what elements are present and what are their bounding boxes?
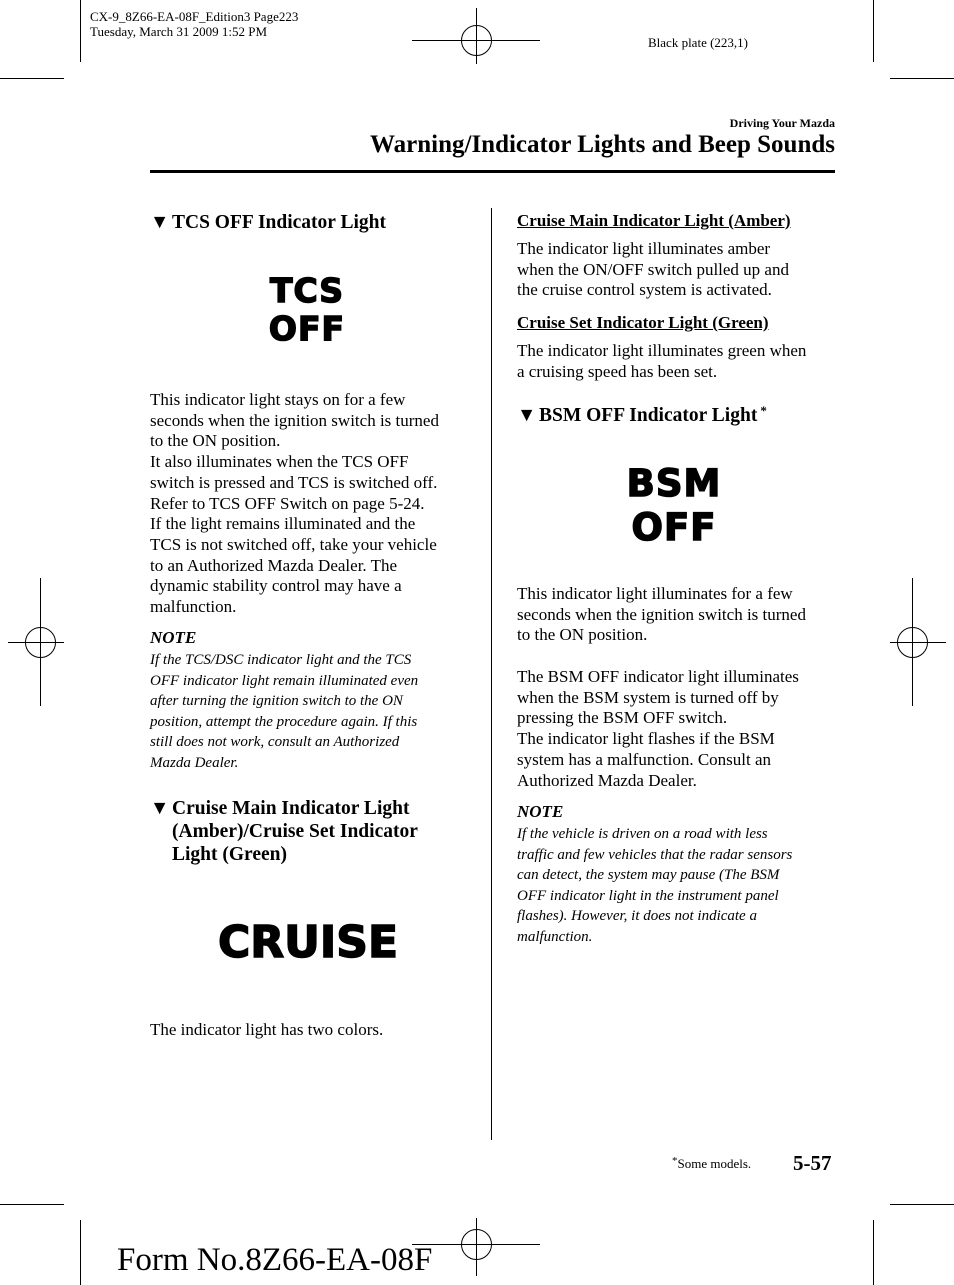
- cruise-set-heading: Cruise Set Indicator Light (Green): [517, 313, 769, 332]
- triangle-marker-icon: ▼: [150, 212, 170, 233]
- triangle-marker-icon: ▼: [517, 405, 537, 426]
- chapter-label: Driving Your Mazda: [729, 116, 835, 130]
- crop-mark: [890, 78, 954, 79]
- cruise-set-body: The indicator light illuminates green when a cruising speed has been set.: [517, 341, 807, 381]
- bsm-note-heading: NOTE: [517, 802, 564, 821]
- print-job-file: CX-9_8Z66-EA-08F_Edition3 Page223: [90, 9, 299, 24]
- footnote: [672, 1155, 751, 1172]
- footnote-text: Some models.: [677, 1156, 752, 1171]
- registration-mark: [461, 25, 492, 56]
- crop-mark: [873, 1220, 874, 1285]
- crop-mark: [873, 0, 874, 62]
- column-divider: [491, 208, 492, 1140]
- plate-label: Black plate (223,1): [648, 35, 748, 50]
- cruise-symbol: CRUISE: [217, 917, 399, 968]
- bsm-off-symbol: [622, 462, 726, 552]
- crop-mark: [890, 1204, 954, 1205]
- print-job-date: Tuesday, March 31 2009 1:52 PM: [90, 24, 268, 39]
- bsm-body-1: This indicator light illuminates for a few seconds when the ignition switch is turned to the ON position.: [517, 584, 806, 645]
- tcs-body: This indicator light stays on for a few seconds when the ignition switch is turned to the ON position. It also illuminates when the TCS OFF switch is pressed and TCS is switched off. Refer to TCS OFF Switch on page 5-24. If the light remains illuminated and the TCS is not switched off, take your vehicle to an Authorized Mazda Dealer. The dynamic stability control may have a malfunction.: [150, 390, 439, 617]
- cruise-heading: [150, 797, 470, 866]
- crop-mark: [80, 0, 81, 62]
- header-rule: [150, 170, 835, 173]
- tcs-note: If the TCS/DSC indicator light and the TCS OFF indicator light remain illuminated even after turning the ignition switch to the ON position, attempt the procedure again. If this still does not work, consult an Authorized Mazda Dealer.: [150, 652, 419, 771]
- crop-mark: [0, 1204, 64, 1205]
- bsm-symbol-line2: OFF: [631, 506, 717, 549]
- cruise-main-body: The indicator light illuminates amber when the ON/OFF switch pulled up and the cruise control system is activated.: [517, 239, 789, 300]
- form-number: Form No.8Z66-EA-08F: [117, 1242, 433, 1278]
- registration-mark: [897, 627, 928, 658]
- bsm-heading-text: BSM OFF Indicator Light: [539, 405, 758, 426]
- cruise-body: The indicator light has two colors.: [150, 1020, 384, 1039]
- cruise-main-heading: Cruise Main Indicator Light (Amber): [517, 211, 791, 230]
- registration-mark: [25, 627, 56, 658]
- crop-mark: [0, 78, 64, 79]
- registration-mark: [461, 1229, 492, 1260]
- page-number: 5-57: [793, 1151, 832, 1175]
- asterisk-icon: *: [760, 403, 767, 418]
- tcs-note-heading: NOTE: [150, 628, 197, 647]
- print-job-info: [90, 9, 298, 39]
- bsm-body-2: The BSM OFF indicator light illuminates when the BSM system is turned off by pressing the BSM OFF switch. The indicator light flashes if the BSM system has a malfunction. Consult an Authorized Mazda Dealer.: [517, 667, 799, 790]
- bsm-note: If the vehicle is driven on a road with less traffic and few vehicles that the radar sensors can detect, the system may pause (The BSM OFF indicator light in the instrument panel flashes). However, it does not indicate a malfunction.: [517, 826, 793, 945]
- tcs-heading: [150, 211, 480, 234]
- asterisk-icon: *: [672, 1155, 678, 1167]
- tcs-heading-text: TCS OFF Indicator Light: [172, 212, 386, 233]
- tcs-symbol-line2: OFF: [268, 309, 346, 348]
- crop-mark: [80, 1220, 81, 1285]
- page-title: Warning/Indicator Lights and Beep Sounds: [370, 131, 835, 158]
- triangle-marker-icon: ▼: [150, 798, 170, 819]
- bsm-heading: [517, 404, 835, 427]
- tcs-symbol-line1: TCS: [269, 271, 345, 310]
- tcs-off-symbol: [255, 272, 359, 352]
- cruise-heading-text: Cruise Main Indicator Light (Amber)/Cruise Set Indicator Light (Green): [172, 798, 418, 865]
- bsm-symbol-line1: BSM: [626, 462, 722, 505]
